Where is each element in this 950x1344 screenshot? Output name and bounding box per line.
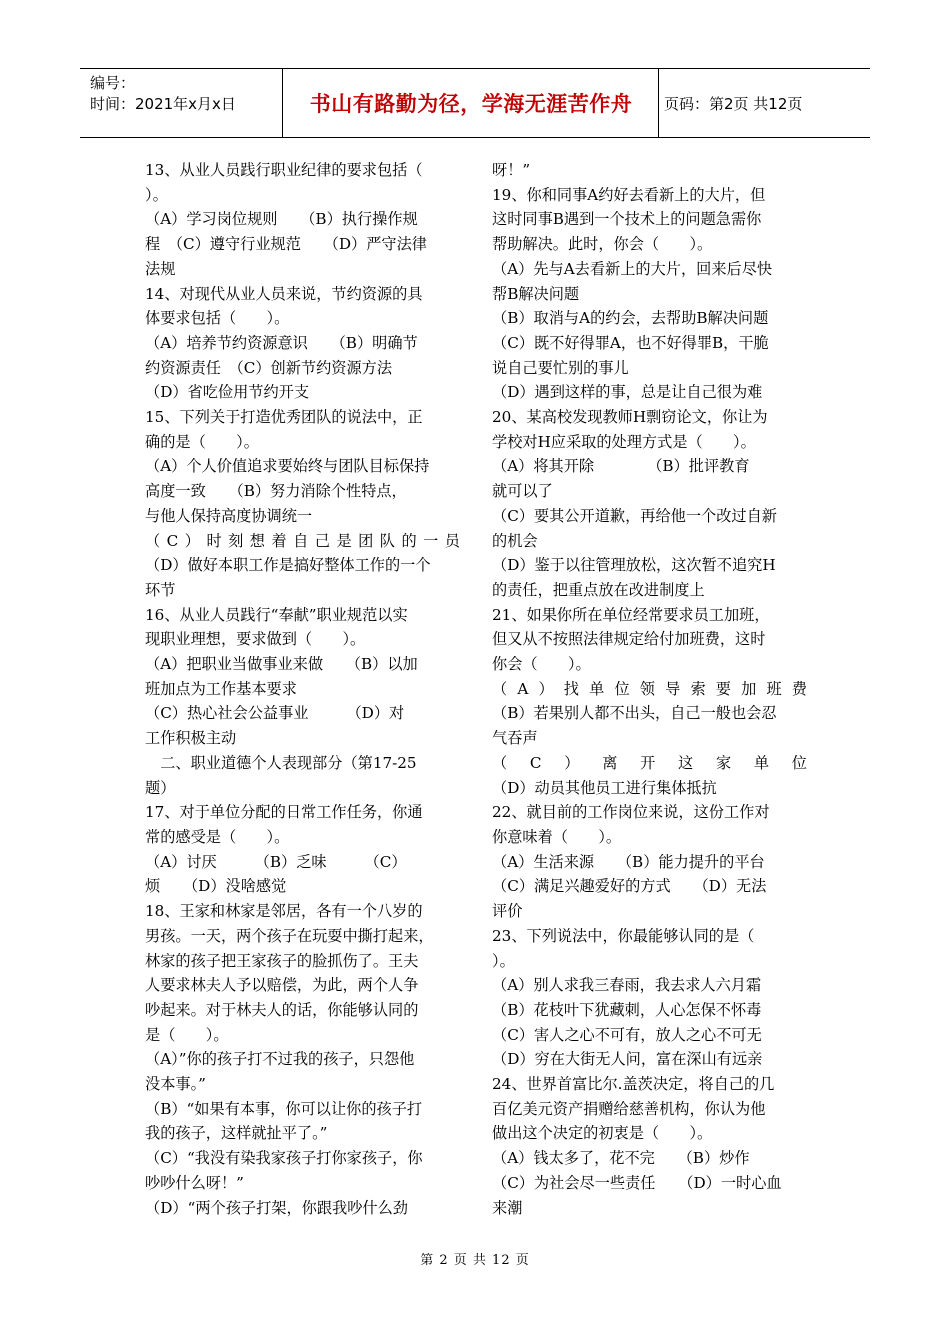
text-line: 程 （C）遵守行业规范 （D）严守法律 [145,235,427,254]
page-header [80,68,870,138]
text-line: 15、下列关于打造优秀团队的说法中，正 [145,408,423,427]
text-line: 评价 [492,902,523,921]
text-line: （A）将其开除 （B）批评教育 [492,457,750,476]
text-line: 高度一致 （B）努力消除个性特点， [145,482,407,501]
text-line: （C）害人之心不可有，放人之心不可无 [492,1025,762,1044]
text-line: 法规 [145,259,176,278]
text-line: （A）生活来源 （B）能力提升的平台 [492,852,765,871]
text-line: 说自己要忙别的事儿 [492,358,629,377]
header-left [90,73,280,115]
text-line: 23、下列说法中，你最能够认同的是（ [492,926,755,945]
header-motto: 书山有路勤为径，学海无涯苦作舟 [309,92,633,116]
text-line: （D）动员其他员工进行集体抵抗 [492,778,717,797]
text-line: （B）“如果有本事，你可以让你的孩子打 [145,1099,423,1118]
left-column [145,158,460,1220]
text-line: （B）花枝叶下犹藏刺，人心怎保不怀毒 [492,1000,762,1019]
text-line: 的责任，把重点放在改进制度上 [492,580,705,599]
text-line: 约资源责任 （C）创新节约资源方法 [145,358,393,377]
text-line: 帮B解决问题 [492,284,580,303]
text-line: 吵吵什么呀！” [145,1173,244,1192]
text-line: 男孩。一天，两个孩子在玩耍中撕打起来， [145,926,434,945]
date-line: 时间：2021年x月x日 [90,95,236,113]
text-line: 我的孩子，这样就扯平了。” [145,1124,328,1143]
text-line: （C）既不好得罪A，也不好得罪B，干脆 [492,333,769,352]
text-line: 22、就目前的工作岗位来说，这份工作对 [492,803,770,822]
text-line: 20、某高校发现教师H剽窃论文，你让为 [492,408,768,427]
text-line: （A）钱太多了，花不完 （B）炒作 [492,1149,750,1168]
text-line: （C）“我没有染我家孩子打你家孩子，你 [145,1149,423,1168]
text-line: 16、从业人员践行“奉献”职业规范以实 [145,605,408,624]
text-line: 21、如果你所在单位经常要求员工加班， [492,605,770,624]
text-line: （A）别人求我三春雨，我去求人六月霜 [492,976,762,995]
text-line: 现职业理想，要求做到（ ）。 [145,630,366,649]
text-line: 班加点为工作基本要求 [145,679,297,698]
text-line: （C）为社会尽一些责任 （D）一时心血 [492,1173,782,1192]
text-line: 题） [145,778,176,797]
text-line: （A）培养节约资源意识 （B）明确节 [145,333,418,352]
right-column [492,158,807,1220]
text-line: （D）穷在大街无人问，富在深山有远亲 [492,1050,763,1069]
text-line: （B）取消与A的约会，去帮助B解决问题 [492,309,769,328]
text-line: （A）学习岗位规则 （B）执行操作规 [145,210,418,229]
text-line: 但又从不按照法律规定给付加班费，这时 [492,630,766,649]
text-line: （D）做好本职工作是搞好整体工作的一个 [145,556,431,575]
text-line: 吵起来。对于林夫人的话，你能够认同的 [145,1000,419,1019]
text-line: 确的是（ ）。 [145,432,259,451]
text-line: （C）离开这家单位 [492,753,807,772]
text-line: ）。 [492,951,515,970]
text-line: 做出这个决定的初衷是（ ）。 [492,1124,713,1143]
text-line: 来潮 [492,1198,523,1217]
text-line: 二、职业道德个人表现部分（第17-25 [145,753,417,772]
text-line: （A）个人价值追求要始终与团队目标保持 [145,457,430,476]
page-footer: 第 2 页 共 12 页 [420,1253,530,1268]
text-line: （C）时刻想着自己是团队的一员 [145,531,460,550]
text-line: 环节 [145,580,176,599]
text-line: 烦 （D）没啥感觉 [145,877,287,896]
number-label: 编号： [90,74,136,92]
text-line: （A）先与A去看新上的大片，回来后尽快 [492,259,773,278]
text-line: 林家的孩子把王家孩子的脸抓伤了。王夫 [145,951,419,970]
text-line: （D）遇到这样的事，总是让自己很为难 [492,383,763,402]
text-line: （C）满足兴趣爱好的方式 （D）无法 [492,877,767,896]
text-line: （D）“两个孩子打架，你跟我吵什么劲 [145,1198,408,1217]
text-line: （B）若果别人都不出头，自己一般也会忍 [492,704,777,723]
text-line: （D）省吃俭用节约开支 [145,383,310,402]
text-line: 是（ ）。 [145,1025,229,1044]
text-line: 工作积极主动 [145,729,237,748]
text-line: 的机会 [492,531,538,550]
text-line: 人要求林夫人予以赔偿，为此，两个人争 [145,976,419,995]
text-line: 19、你和同事A约好去看新上的大片，但 [492,185,766,204]
text-line: （D）鉴于以往管理放松，这次暂不追究H [492,556,776,575]
text-line: 学校对H应采取的处理方式是（ ）。 [492,432,756,451]
text-line: 24、世界首富比尔.盖茨决定，将自己的几 [492,1075,775,1094]
text-line: 帮助解决。此时，你会（ ）。 [492,235,713,254]
text-line: 呀！” [492,161,531,179]
text-line: 你会（ ）。 [492,655,591,674]
text-line: 与他人保持高度协调统一 [145,506,313,525]
text-line: 这时同事B遇到一个技术上的问题急需你 [492,210,762,229]
text-line: 14、对现代从业人员来说，节约资源的具 [145,284,423,303]
text-line: （A）找单位领导索要加班费 [492,679,807,698]
text-line: 没本事。” [145,1075,206,1094]
text-line: （A）把职业当做事业来做 （B）以加 [145,655,418,674]
text-line: 17、对于单位分配的日常工作任务，你通 [145,803,423,822]
text-line: 18、王家和林家是邻居，各有一个八岁的 [145,902,423,921]
text-line: （A）讨厌 （B）乏味 （C） [145,852,407,871]
text-line: 气吞声 [492,729,538,748]
text-line: （C）热心社会公益事业 （D）对 [145,704,405,723]
text-line: 百亿美元资产捐赠给慈善机构，你认为他 [492,1099,766,1118]
text-line: ）。 [145,185,168,204]
text-line: 你意味着（ ）。 [492,827,622,846]
header-page-info: 页码：第2页 共12页 [664,94,803,113]
text-line: （A）”你的孩子打不过我的孩子，只怨他 [145,1050,415,1069]
text-line: 常的感受是（ ）。 [145,827,290,846]
header-divider [282,69,283,137]
header-divider [658,69,659,137]
text-line: （C）要其公开道歉，再给他一个改过自新 [492,506,777,525]
text-line: 就可以了 [492,482,553,501]
text-line: 13、从业人员践行职业纪律的要求包括（ [145,161,423,179]
text-line: 体要求包括（ ）。 [145,309,290,328]
